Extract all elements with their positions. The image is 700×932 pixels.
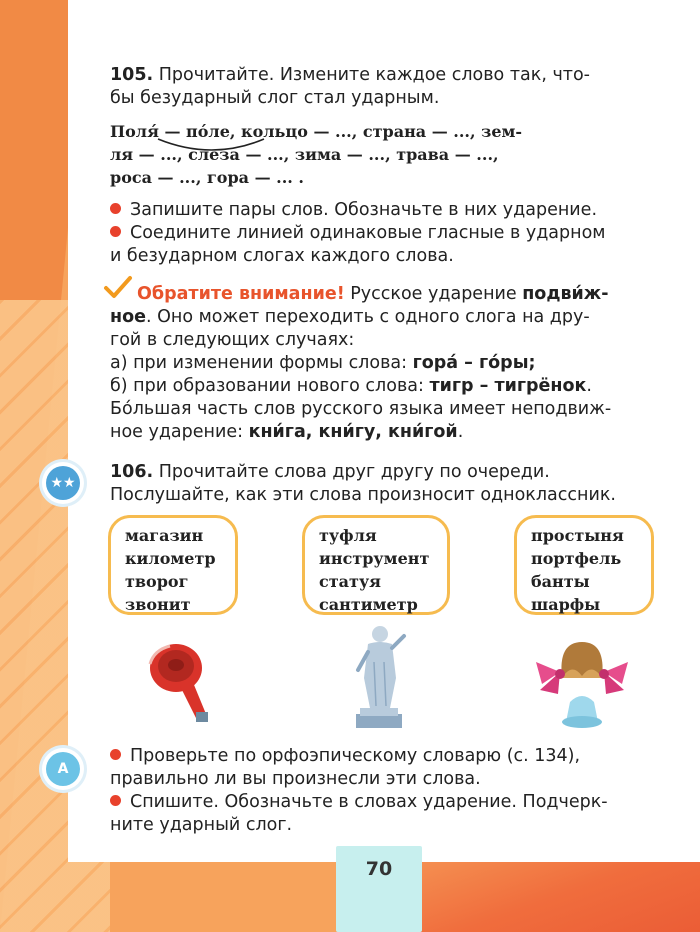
checkmark-icon: [103, 275, 133, 301]
statue-illustration: [346, 622, 412, 732]
note-text: а) при изменении формы слова:: [110, 353, 413, 373]
bullet-icon: [110, 749, 121, 760]
note-text: Русское ударение: [344, 284, 523, 304]
task-text: Соедините линией одинаковые гласные в ударном: [130, 223, 606, 243]
exercise-106-tasks: [110, 745, 656, 837]
exercise-106-instruction: [110, 461, 656, 507]
page-number: 70: [365, 858, 393, 880]
instruction-line: Прочитайте. Измените каждое слово так, что-: [158, 65, 590, 85]
note-text: гой в следующих случаях:: [110, 330, 355, 350]
task-text: и безударном слогах каждого слова.: [110, 246, 454, 266]
word-line: ля — ..., слеза — ..., зима — ..., трава — ...,: [110, 145, 499, 164]
note-block: [137, 283, 656, 306]
dictionary-icon-inner: А: [46, 752, 80, 786]
note-bold: гора́ – го́ры;: [412, 353, 536, 373]
exercise-105-tasks: [110, 199, 656, 268]
note-block-body: [110, 306, 656, 444]
note-text: . Оно может переходить с одного слога на дру-: [145, 307, 590, 327]
word-box-1: [108, 515, 238, 615]
word-item: портфель: [531, 549, 622, 568]
word-item: статуя: [319, 572, 381, 591]
task-text: правильно ли вы произнесли эти слова.: [110, 769, 481, 789]
note-text: .: [586, 376, 592, 396]
note-text: ное ударение:: [110, 422, 249, 442]
note-bold: кни́га, кни́гу, кни́гой: [248, 422, 458, 442]
word-item: километр: [125, 549, 216, 568]
task-text: Запишите пары слов. Обозначьте в них ударение.: [130, 200, 598, 220]
word-line: роса — ..., гора — ... .: [110, 168, 304, 187]
task-text: Проверьте по орфоэпическому словарю (с. 134),: [130, 746, 581, 766]
exercise-105-instruction: [110, 64, 656, 110]
note-bold: тигр – тигрёнок: [429, 376, 587, 396]
bullet-icon: [110, 226, 121, 237]
bullet-icon: [110, 203, 121, 214]
word-box-3: [514, 515, 654, 615]
note-text: .: [457, 422, 464, 442]
word-box-2: [302, 515, 450, 615]
exercise-number: 106.: [110, 462, 154, 482]
word-item: сантиметр: [319, 595, 418, 614]
stars-icon-inner: ★★: [46, 466, 80, 500]
word-item: магазин: [125, 526, 204, 545]
task-text: Спишите. Обозначьте в словах ударение. Подчерк-: [130, 792, 608, 812]
note-text: Бо́льшая часть слов русского языка имеет неподвиж-: [110, 399, 612, 419]
word-item: туфля: [319, 526, 377, 545]
task-text: ните ударный слог.: [110, 815, 293, 835]
measuring-tape-illustration: [140, 636, 220, 728]
word-line: Поля́ — по́ле, кольцо — ..., страна — ..., зем-: [110, 122, 523, 141]
bullet-icon: [110, 795, 121, 806]
note-heading: Обратите внимание!: [137, 284, 345, 304]
bows-illustration: [532, 632, 632, 732]
instruction-line: бы безударный слог стал ударным.: [110, 88, 440, 108]
word-item: банты: [531, 572, 590, 591]
note-text: б) при образовании нового слова:: [110, 376, 430, 396]
stars-icon: [42, 462, 84, 504]
instruction-line: Послушайте, как эти слова произносит одноклассник.: [110, 485, 616, 505]
word-item: шарфы: [531, 595, 601, 614]
note-bold: подви́ж-: [522, 284, 609, 304]
instruction-line: Прочитайте слова друг другу по очереди.: [158, 462, 550, 482]
dictionary-icon: [42, 748, 84, 790]
word-item: инструмент: [319, 549, 430, 568]
exercise-105-words: [110, 120, 656, 189]
word-item: простыня: [531, 526, 624, 545]
note-bold: ное: [110, 307, 146, 327]
word-item: творог: [125, 572, 189, 591]
word-item: звонит: [125, 595, 191, 614]
exercise-number: 105.: [110, 65, 154, 85]
